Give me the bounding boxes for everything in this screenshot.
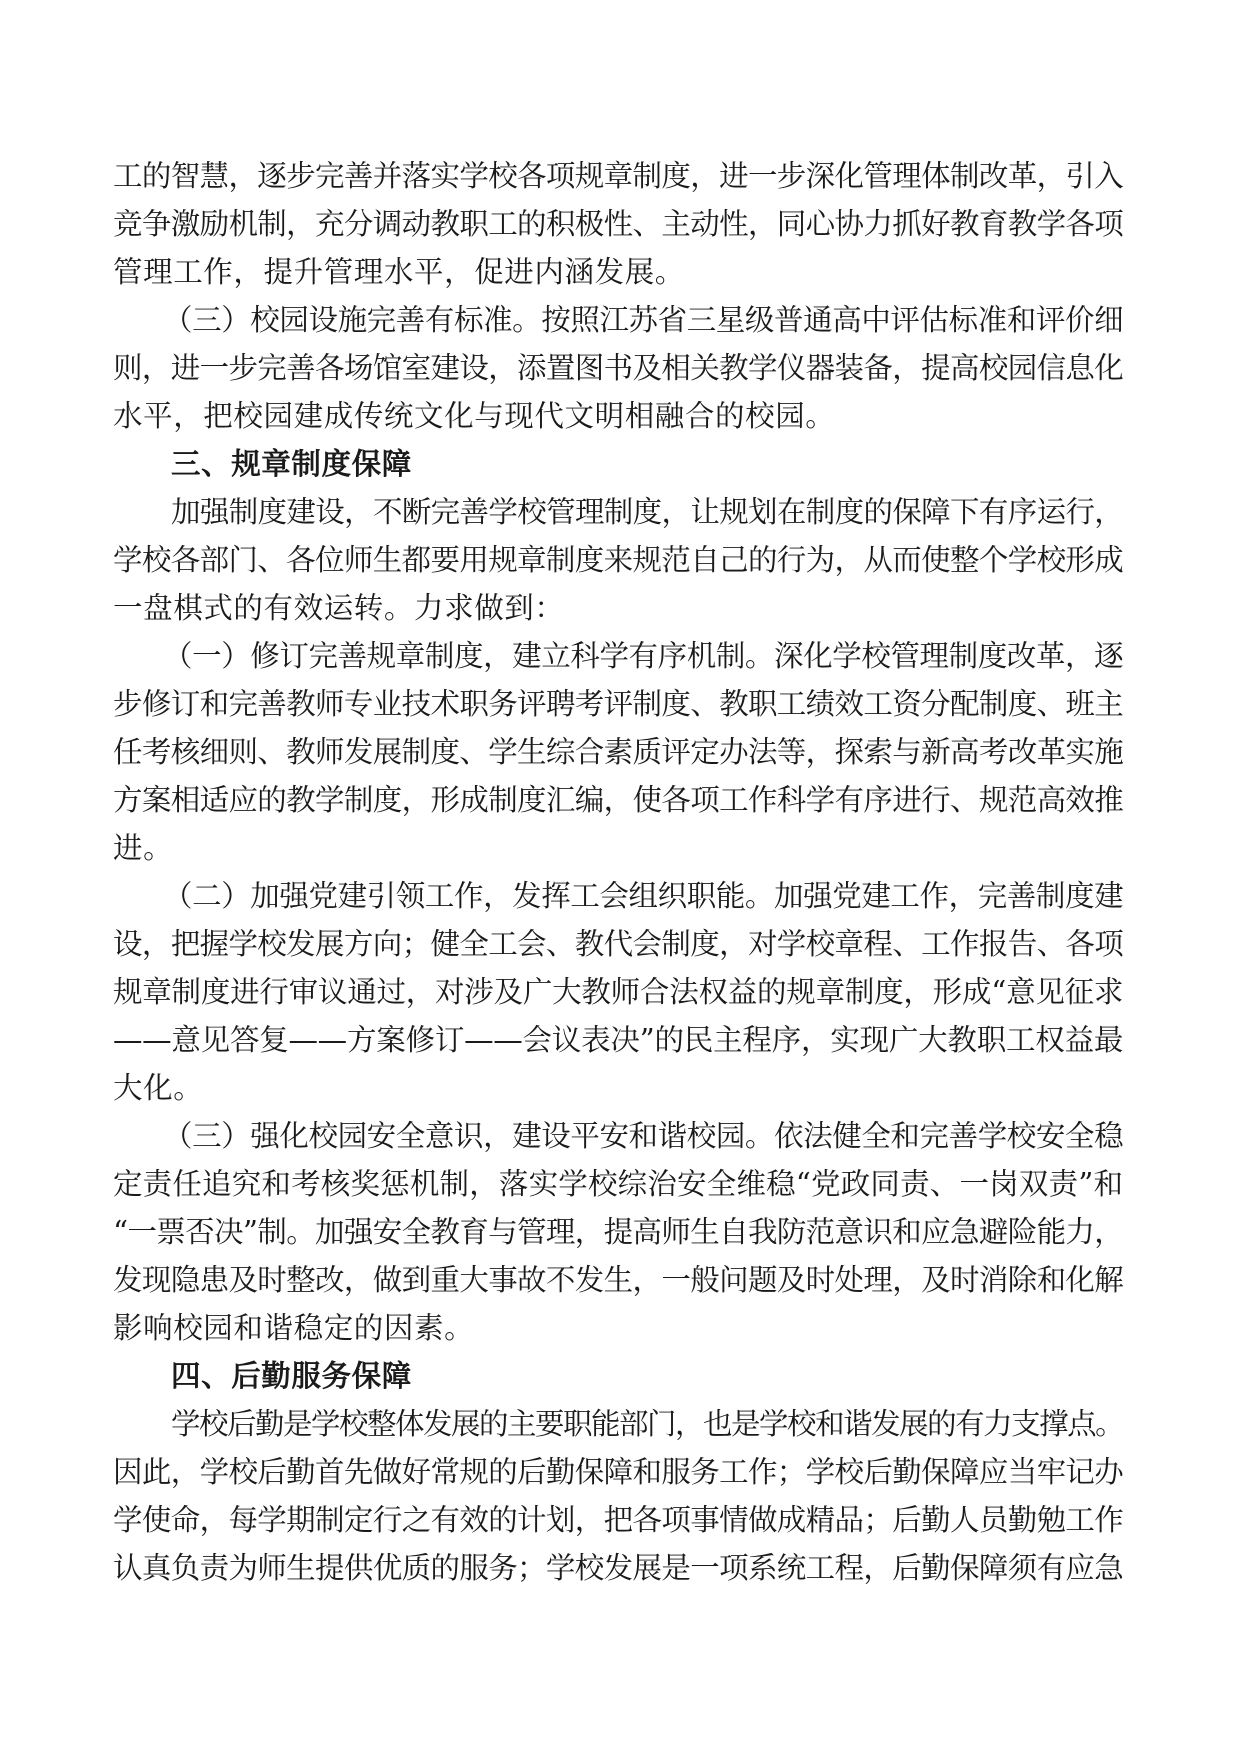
text-line: （三）强化校园安全意识，建设平安和谐校园。依法健全和完善学校安全稳 — [163, 1119, 1123, 1153]
text-line: 管理工作，提升管理水平，促进内涵发展。 — [113, 255, 685, 289]
text-line: （二）加强党建引领工作，发挥工会组织职能。加强党建工作，完善制度建 — [163, 879, 1123, 913]
text-line: 任考核细则、教师发展制度、学生综合素质评定办法等，探索与新高考改革实施 — [113, 735, 1123, 769]
text-line: 定责任追究和考核奖惩机制，落实学校综治安全维稳“党政同责、一岗双责”和 — [113, 1167, 1123, 1201]
text-line: 一盘棋式的有效运转。力求做到： — [113, 591, 565, 625]
text-line: 水平，把校园建成传统文化与现代文明相融合的校园。 — [113, 399, 836, 433]
text-line: 学校后勤是学校整体发展的主要职能部门，也是学校和谐发展的有力支撑点。 — [171, 1407, 1123, 1441]
text-line: 因此，学校后勤首先做好常规的后勤保障和服务工作；学校后勤保障应当牢记办 — [113, 1455, 1123, 1489]
text-line: 学使命，每学期制定行之有效的计划，把各项事情做成精品；后勤人员勤勉工作 — [113, 1503, 1123, 1537]
text-line: 步修订和完善教师专业技术职务评聘考评制度、教职工绩效工资分配制度、班主 — [113, 687, 1123, 721]
text-line: 则，进一步完善各场馆室建设，添置图书及相关教学仪器装备，提高校园信息化 — [113, 351, 1123, 385]
text-line: “一票否决”制。加强安全教育与管理，提高师生自我防范意识和应急避险能力， — [113, 1215, 1123, 1249]
text-line: 学校各部门、各位师生都要用规章制度来规范自己的行为，从而使整个学校形成 — [113, 543, 1123, 577]
section-heading: 三、规章制度保障 — [171, 447, 412, 481]
text-line: 工的智慧，逐步完善并落实学校各项规章制度，进一步深化管理体制改革，引入 — [113, 159, 1123, 193]
text-line: （三）校园设施完善有标准。按照江苏省三星级普通高中评估标准和评价细 — [163, 303, 1123, 337]
text-line: （一）修订完善规章制度，建立科学有序机制。深化学校管理制度改革，逐 — [163, 639, 1123, 673]
text-line: 认真负责为师生提供优质的服务；学校发展是一项系统工程，后勤保障须有应急 — [113, 1551, 1123, 1585]
text-line: 发现隐患及时整改，做到重大事故不发生，一般问题及时处理，及时消除和化解 — [113, 1263, 1123, 1297]
text-line: 竞争激励机制，充分调动教职工的积极性、主动性，同心协力抓好教育教学各项 — [113, 207, 1123, 241]
text-line: 设，把握学校发展方向；健全工会、教代会制度，对学校章程、工作报告、各项 — [113, 927, 1123, 961]
text-line: 影响校园和谐稳定的因素。 — [113, 1311, 475, 1345]
text-line: 大化。 — [113, 1071, 204, 1105]
section-heading: 四、后勤服务保障 — [171, 1359, 412, 1393]
text-line: 方案相适应的教学制度，形成制度汇编，使各项工作科学有序进行、规范高效推 — [113, 783, 1123, 817]
text-line: 加强制度建设，不断完善学校管理制度，让规划在制度的保障下有序运行， — [171, 495, 1123, 529]
text-line: 进。 — [113, 831, 174, 865]
text-line: ——意见答复——方案修订——会议表决”的民主程序，实现广大教职工权益最 — [113, 1023, 1123, 1057]
text-line: 规章制度进行审议通过，对涉及广大教师合法权益的规章制度，形成“意见征求 — [113, 975, 1123, 1009]
document-body — [113, 152, 1123, 1592]
